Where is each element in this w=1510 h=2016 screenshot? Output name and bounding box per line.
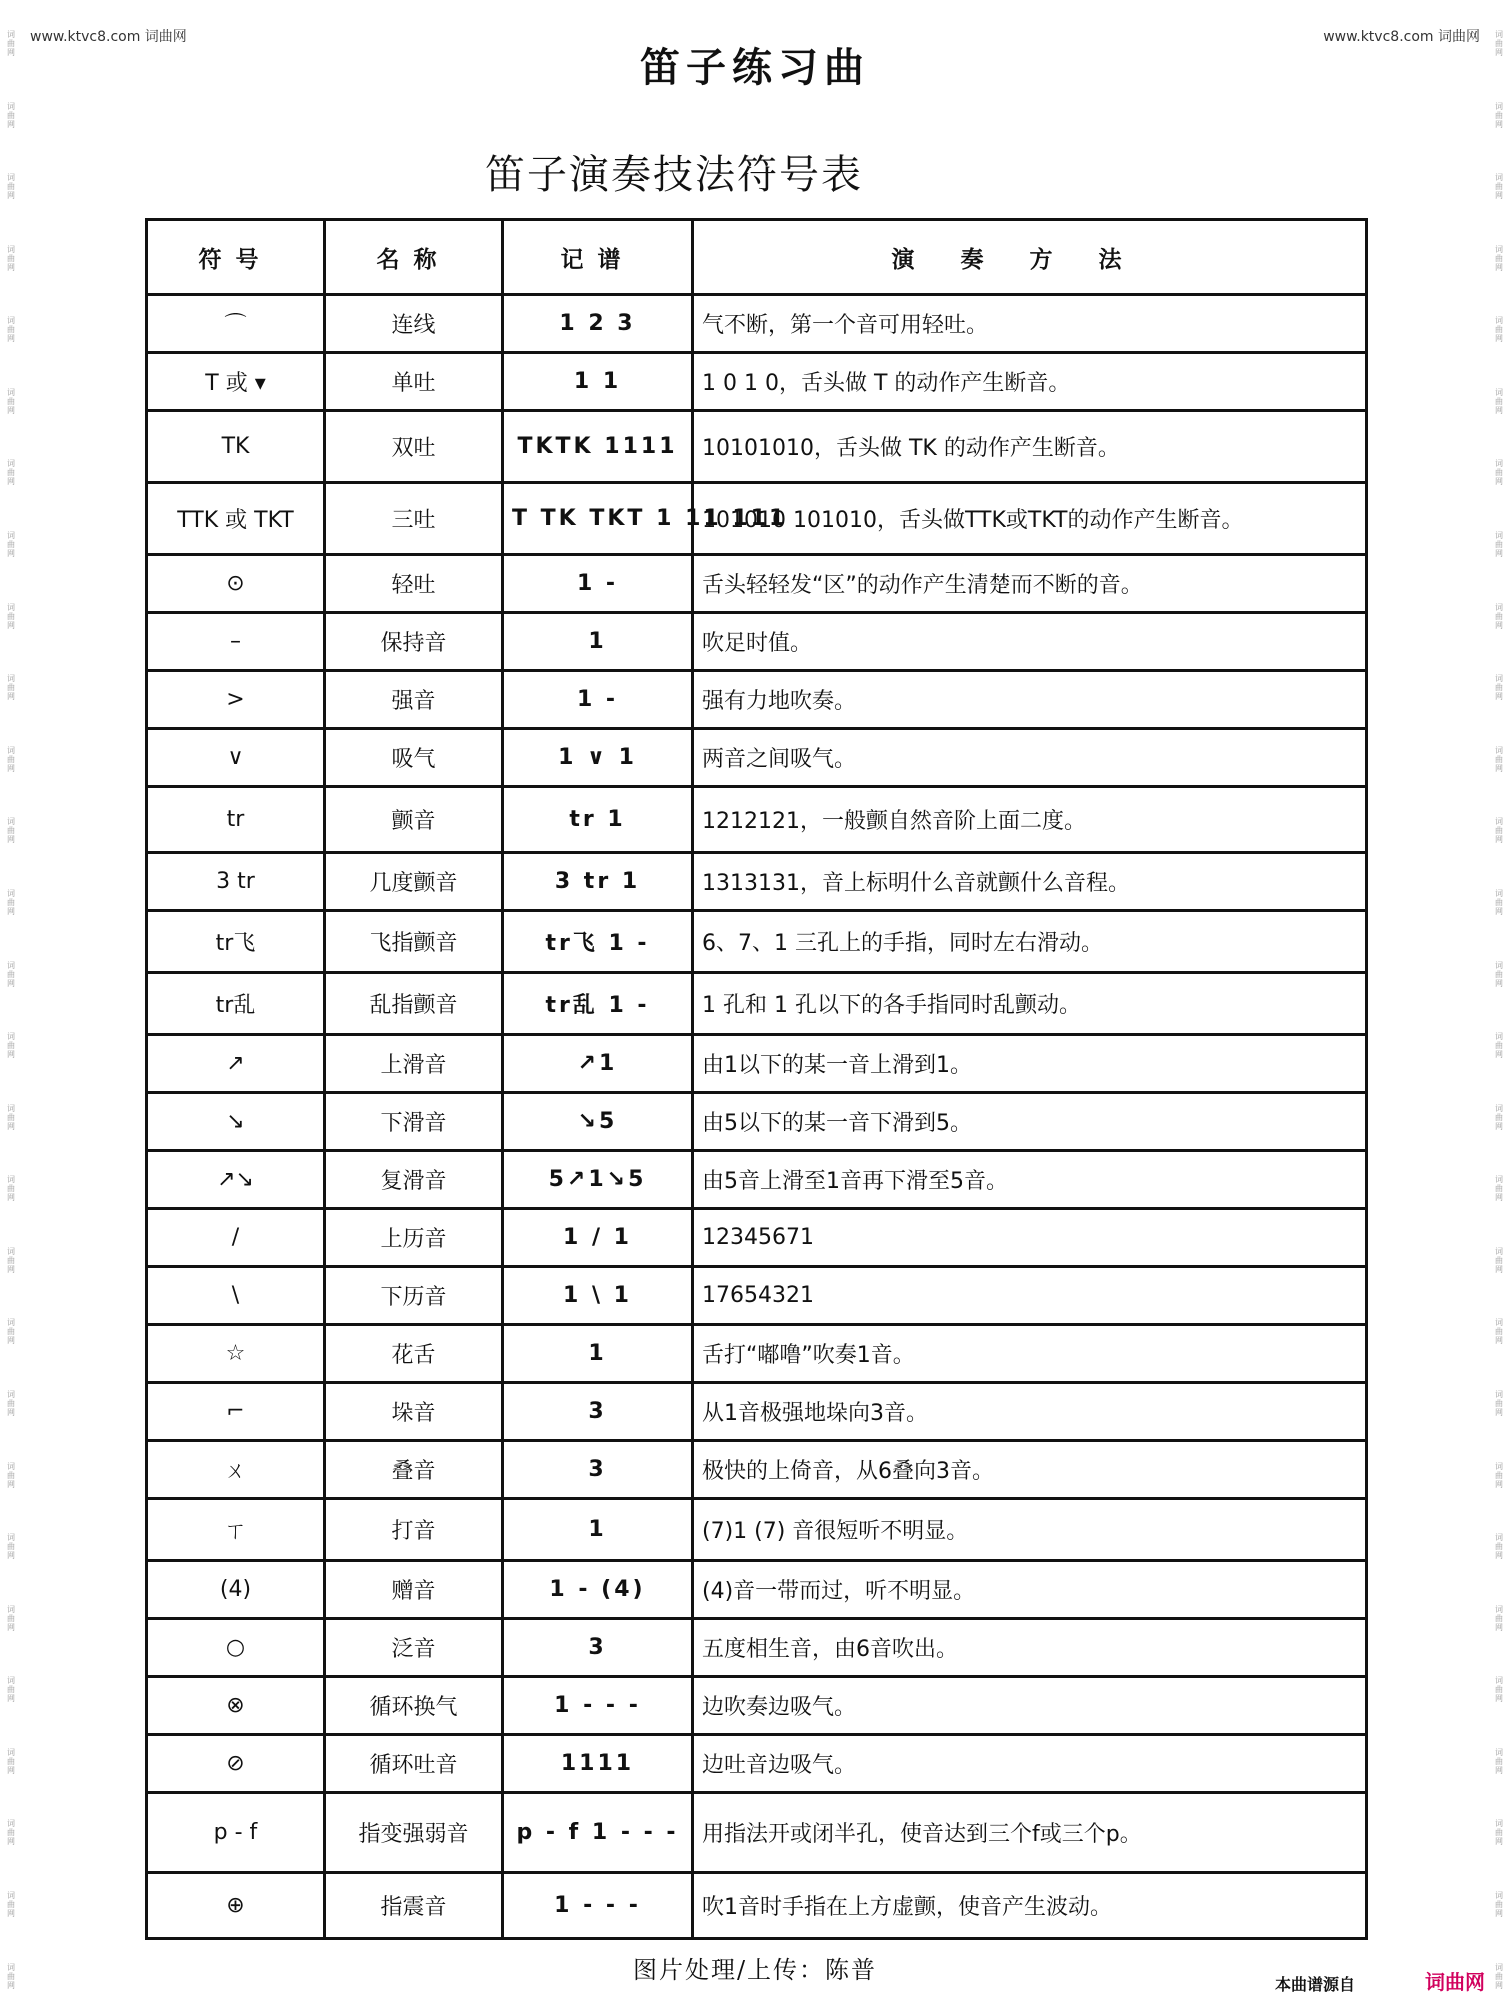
row-name: 几度颤音 [325, 853, 503, 911]
row-symbol: p - f [147, 1793, 325, 1873]
side-watermark-mark: 词曲网 [7, 1032, 15, 1060]
row-method: 17654321 [693, 1267, 1367, 1325]
side-watermark-mark: 词曲网 [1495, 602, 1503, 630]
row-name: 垛音 [325, 1383, 503, 1441]
row-method: 吹足时值。 [693, 613, 1367, 671]
row-name: 双吐 [325, 411, 503, 483]
row-notation: tr乱 1 - [503, 973, 693, 1035]
side-watermark-mark: 词曲网 [7, 1175, 15, 1203]
site-logo: 词曲网 [1425, 1970, 1485, 1994]
table-row [147, 973, 1367, 1035]
row-notation: 1 2 3 [503, 295, 693, 353]
table-row [147, 911, 1367, 973]
row-method: 1212121，一般颤自然音阶上面二度。 [693, 787, 1367, 853]
row-name: 三吐 [325, 483, 503, 555]
row-method: 从1音极强地垛向3音。 [693, 1383, 1367, 1441]
table-row [147, 613, 1367, 671]
row-symbol: 3 tr [147, 853, 325, 911]
row-method: 边吹奏边吸气。 [693, 1677, 1367, 1735]
row-name: 打音 [325, 1499, 503, 1561]
row-method: 舌头轻轻发“区”的动作产生清楚而不断的音。 [693, 555, 1367, 613]
row-symbol: ㄒ [147, 1499, 325, 1561]
row-method: 10101010，舌头做 TK 的动作产生断音。 [693, 411, 1367, 483]
side-watermark-mark: 词曲网 [1495, 1318, 1503, 1346]
table-row [147, 1499, 1367, 1561]
table-row [147, 787, 1367, 853]
table-row [147, 1151, 1367, 1209]
header-symbol: 符号 [147, 220, 325, 295]
side-watermark-mark: 词曲网 [1495, 1175, 1503, 1203]
row-method: 吹1音时手指在上方虚颤，使音产生波动。 [693, 1873, 1367, 1939]
row-method: (4)音一带而过，听不明显。 [693, 1561, 1367, 1619]
table-row [147, 729, 1367, 787]
row-symbol: ○ [147, 1619, 325, 1677]
side-watermark-mark: 词曲网 [7, 173, 15, 201]
row-symbol: ㄨ [147, 1441, 325, 1499]
side-watermark-mark: 词曲网 [7, 674, 15, 702]
row-notation: 1 ∨ 1 [503, 729, 693, 787]
side-watermark-mark: 词曲网 [7, 1604, 15, 1632]
side-watermark-mark: 词曲网 [1495, 745, 1503, 773]
side-watermark-mark: 词曲网 [7, 745, 15, 773]
side-watermark-mark: 词曲网 [1495, 1103, 1503, 1131]
row-notation: 1 - (4) [503, 1561, 693, 1619]
table-row [147, 1873, 1367, 1939]
row-notation: 1 - [503, 671, 693, 729]
row-symbol: ⌒ [147, 295, 325, 353]
side-watermark-mark: 词曲网 [7, 1747, 15, 1775]
row-notation: 1 [503, 1499, 693, 1561]
side-watermark-mark: 词曲网 [7, 1318, 15, 1346]
table-row [147, 295, 1367, 353]
row-notation: TKTK 1111 [503, 411, 693, 483]
side-watermark-mark: 词曲网 [1495, 173, 1503, 201]
row-notation: 1 - [503, 555, 693, 613]
row-name: 强音 [325, 671, 503, 729]
row-notation: tr飞 1 - [503, 911, 693, 973]
row-notation: ↘5 [503, 1093, 693, 1151]
row-symbol: ⊙ [147, 555, 325, 613]
row-notation: 5↗1↘5 [503, 1151, 693, 1209]
row-name: 轻吐 [325, 555, 503, 613]
row-name: 复滑音 [325, 1151, 503, 1209]
side-watermark-mark: 词曲网 [1495, 1032, 1503, 1060]
side-watermark-mark: 词曲网 [1495, 817, 1503, 845]
row-method: 强有力地吹奏。 [693, 671, 1367, 729]
row-symbol: ↗ [147, 1035, 325, 1093]
side-watermark-mark: 词曲网 [1495, 101, 1503, 129]
table-row [147, 1093, 1367, 1151]
row-name: 赠音 [325, 1561, 503, 1619]
source-label: 本曲谱源自 [1275, 1975, 1356, 1994]
row-name: 下滑音 [325, 1093, 503, 1151]
watermark-top-right: www.ktvc8.com 词曲网 [1323, 29, 1480, 45]
table-row [147, 1325, 1367, 1383]
side-watermark-mark: 词曲网 [7, 1461, 15, 1489]
table-title: 笛子演奏技法符号表 [485, 152, 863, 198]
row-method: 101010 101010，舌头做TTK或TKT的动作产生断音。 [693, 483, 1367, 555]
row-symbol: tr飞 [147, 911, 325, 973]
side-watermark-mark: 词曲网 [7, 101, 15, 129]
table-row [147, 1383, 1367, 1441]
side-watermark-mark: 词曲网 [1495, 1819, 1503, 1847]
side-watermark-mark: 词曲网 [1495, 674, 1503, 702]
row-name: 连线 [325, 295, 503, 353]
row-notation: 3 [503, 1619, 693, 1677]
row-name: 叠音 [325, 1441, 503, 1499]
side-watermark-mark: 词曲网 [7, 817, 15, 845]
row-method: 两音之间吸气。 [693, 729, 1367, 787]
side-watermark-left [6, 30, 16, 1990]
row-name: 循环换气 [325, 1677, 503, 1735]
side-watermark-mark: 词曲网 [7, 602, 15, 630]
table-row [147, 353, 1367, 411]
row-symbol: T 或 ▾ [147, 353, 325, 411]
row-symbol: ⊗ [147, 1677, 325, 1735]
row-symbol: – [147, 613, 325, 671]
side-watermark-mark: 词曲网 [1495, 459, 1503, 487]
row-name: 花舌 [325, 1325, 503, 1383]
table-row [147, 1619, 1367, 1677]
footer-credit: 图片处理/上传：陈普 [632, 1956, 878, 1984]
row-notation: 1 - - - [503, 1677, 693, 1735]
side-watermark-mark: 词曲网 [7, 316, 15, 344]
table-row [147, 671, 1367, 729]
row-symbol: ⌐ [147, 1383, 325, 1441]
table-row [147, 1209, 1367, 1267]
side-watermark-mark: 词曲网 [7, 244, 15, 272]
side-watermark-mark: 词曲网 [1495, 1389, 1503, 1417]
row-symbol: TK [147, 411, 325, 483]
row-method: 边吐音边吸气。 [693, 1735, 1367, 1793]
row-symbol: ☆ [147, 1325, 325, 1383]
side-watermark-mark: 词曲网 [7, 1676, 15, 1704]
header-name: 名称 [325, 220, 503, 295]
side-watermark-mark: 词曲网 [1495, 1962, 1503, 1990]
row-symbol: > [147, 671, 325, 729]
row-name: 上滑音 [325, 1035, 503, 1093]
technique-symbol-table [145, 218, 1368, 1940]
row-notation: 1 \ 1 [503, 1267, 693, 1325]
side-watermark-mark: 词曲网 [7, 1819, 15, 1847]
table-row [147, 1267, 1367, 1325]
side-watermark-mark: 词曲网 [7, 531, 15, 559]
side-watermark-mark: 词曲网 [1495, 1604, 1503, 1632]
side-watermark-mark: 词曲网 [7, 1891, 15, 1919]
watermark-top-left: www.ktvc8.com 词曲网 [30, 29, 187, 45]
row-method: 舌打“嘟噜”吹奏1音。 [693, 1325, 1367, 1383]
row-notation: 3 [503, 1383, 693, 1441]
side-watermark-mark: 词曲网 [7, 960, 15, 988]
side-watermark-mark: 词曲网 [1495, 30, 1503, 57]
side-watermark-mark: 词曲网 [1495, 1747, 1503, 1775]
row-name: 颤音 [325, 787, 503, 853]
side-watermark-mark: 词曲网 [7, 1533, 15, 1561]
row-notation: T TK TKT 1 11 111 [503, 483, 693, 555]
row-notation: tr 1 [503, 787, 693, 853]
side-watermark-mark: 词曲网 [7, 1103, 15, 1131]
row-method: 12345671 [693, 1209, 1367, 1267]
side-watermark-mark: 词曲网 [1495, 531, 1503, 559]
side-watermark-mark: 词曲网 [1495, 316, 1503, 344]
side-watermark-mark: 词曲网 [1495, 1676, 1503, 1704]
side-watermark-mark: 词曲网 [1495, 960, 1503, 988]
side-watermark-mark: 词曲网 [7, 30, 15, 57]
row-notation: 3 tr 1 [503, 853, 693, 911]
row-method: 极快的上倚音，从6叠向3音。 [693, 1441, 1367, 1499]
row-name: 指变强弱音 [325, 1793, 503, 1873]
table-row [147, 555, 1367, 613]
row-notation: p - f 1 - - - [503, 1793, 693, 1873]
row-notation: 1 [503, 1325, 693, 1383]
row-notation: 1 [503, 613, 693, 671]
table-row [147, 1561, 1367, 1619]
row-name: 下历音 [325, 1267, 503, 1325]
row-notation: 1111 [503, 1735, 693, 1793]
row-symbol: \ [147, 1267, 325, 1325]
table-row [147, 1677, 1367, 1735]
row-symbol: (4) [147, 1561, 325, 1619]
side-watermark-mark: 词曲网 [7, 1246, 15, 1274]
table-row [147, 1035, 1367, 1093]
side-watermark-right [1494, 30, 1504, 1990]
row-notation: ↗1 [503, 1035, 693, 1093]
row-symbol: ∨ [147, 729, 325, 787]
row-method: 五度相生音，由6音吹出。 [693, 1619, 1367, 1677]
row-name: 循环吐音 [325, 1735, 503, 1793]
row-notation: 1 / 1 [503, 1209, 693, 1267]
side-watermark-mark: 词曲网 [7, 459, 15, 487]
row-name: 飞指颤音 [325, 911, 503, 973]
row-name: 指震音 [325, 1873, 503, 1939]
side-watermark-mark: 词曲网 [1495, 1461, 1503, 1489]
row-method: (7)1 (7) 音很短听不明显。 [693, 1499, 1367, 1561]
side-watermark-mark: 词曲网 [1495, 1533, 1503, 1561]
side-watermark-mark: 词曲网 [1495, 1891, 1503, 1919]
row-name: 保持音 [325, 613, 503, 671]
table-row [147, 853, 1367, 911]
row-method: 用指法开或闭半孔，使音达到三个f或三个p。 [693, 1793, 1367, 1873]
row-name: 乱指颤音 [325, 973, 503, 1035]
table-header-row [147, 220, 1367, 295]
row-method: 气不断，第一个音可用轻吐。 [693, 295, 1367, 353]
row-symbol: ↗↘ [147, 1151, 325, 1209]
header-notation: 记谱 [503, 220, 693, 295]
row-name: 上历音 [325, 1209, 503, 1267]
row-notation: 3 [503, 1441, 693, 1499]
side-watermark-mark: 词曲网 [1495, 888, 1503, 916]
row-symbol: ↘ [147, 1093, 325, 1151]
row-method: 由5以下的某一音下滑到5。 [693, 1093, 1367, 1151]
table-row [147, 1793, 1367, 1873]
row-symbol: / [147, 1209, 325, 1267]
side-watermark-mark: 词曲网 [7, 387, 15, 415]
row-symbol: tr乱 [147, 973, 325, 1035]
side-watermark-mark: 词曲网 [7, 1962, 15, 1990]
row-notation: 1 1 [503, 353, 693, 411]
table-row [147, 483, 1367, 555]
table-row [147, 1441, 1367, 1499]
row-method: 由5音上滑至1音再下滑至5音。 [693, 1151, 1367, 1209]
row-symbol: ⊘ [147, 1735, 325, 1793]
row-symbol: tr [147, 787, 325, 853]
side-watermark-mark: 词曲网 [1495, 387, 1503, 415]
side-watermark-mark: 词曲网 [1495, 244, 1503, 272]
row-method: 6、7、1 三孔上的手指，同时左右滑动。 [693, 911, 1367, 973]
header-method: 演奏方法 [693, 220, 1367, 295]
row-method: 1313131，音上标明什么音就颤什么音程。 [693, 853, 1367, 911]
row-method: 1 孔和 1 孔以下的各手指同时乱颤动。 [693, 973, 1367, 1035]
row-symbol: ⊕ [147, 1873, 325, 1939]
row-name: 单吐 [325, 353, 503, 411]
row-symbol: TTK 或 TKT [147, 483, 325, 555]
side-watermark-mark: 词曲网 [7, 888, 15, 916]
side-watermark-mark: 词曲网 [1495, 1246, 1503, 1274]
side-watermark-mark: 词曲网 [7, 1389, 15, 1417]
page-title: 笛子练习曲 [640, 44, 870, 91]
row-notation: 1 - - - [503, 1873, 693, 1939]
table-row [147, 411, 1367, 483]
row-method: 由1以下的某一音上滑到1。 [693, 1035, 1367, 1093]
row-name: 吸气 [325, 729, 503, 787]
row-name: 泛音 [325, 1619, 503, 1677]
row-method: 1 0 1 0，舌头做 T 的动作产生断音。 [693, 353, 1367, 411]
table-row [147, 1735, 1367, 1793]
